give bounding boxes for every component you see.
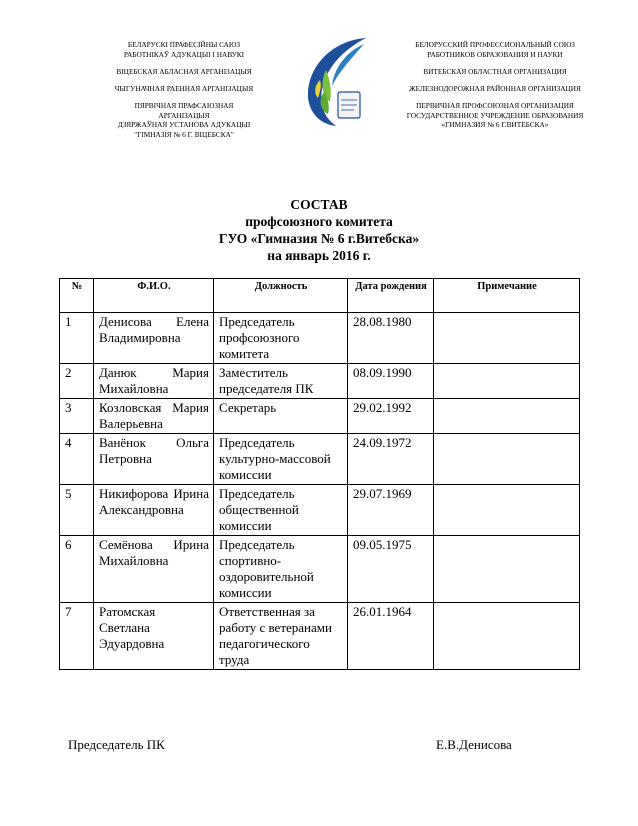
cell-dob: 29.02.1992 xyxy=(348,399,434,434)
cell-num: 3 xyxy=(60,399,94,434)
table-row xyxy=(60,399,580,434)
col-header-fio: Ф.И.О. xyxy=(94,279,214,313)
cell-fio: Никифорова Ирина Александровна xyxy=(94,485,214,536)
cell-dob: 09.05.1975 xyxy=(348,536,434,603)
cell-num: 4 xyxy=(60,434,94,485)
cell-note xyxy=(434,603,580,670)
cell-fio: Козловская Мария Валерьевна xyxy=(94,399,214,434)
col-header-note: Примечание xyxy=(434,279,580,313)
cell-num: 7 xyxy=(60,603,94,670)
header-right-line: ЖЕЛЕЗНОДОРОЖНАЯ РАЙОННАЯ ОРГАНИЗАЦИЯ xyxy=(409,83,581,93)
table-row xyxy=(60,434,580,485)
cell-num: 1 xyxy=(60,313,94,364)
cell-fio: Ратомская Светлана Эдуардовна xyxy=(94,603,214,670)
cell-note xyxy=(434,536,580,603)
table-header-row xyxy=(60,279,580,313)
cell-position: Председатель спортивно-оздоровительной комиссии xyxy=(214,536,348,603)
committee-table xyxy=(59,278,580,670)
table-row xyxy=(60,364,580,399)
cell-fio: Денисова Елена Владимировна xyxy=(94,313,214,364)
cell-dob: 28.08.1980 xyxy=(348,313,434,364)
cell-note xyxy=(434,313,580,364)
col-header-dob: Дата рождения xyxy=(348,279,434,313)
header-left-line: РАБОТНІКАЎ АДУКАЦЫІ І НАВУКІ xyxy=(123,49,245,59)
header-right-line: ВИТЕБСКАЯ ОБЛАСТНАЯ ОРГАНИЗАЦИЯ xyxy=(423,66,567,76)
cell-dob: 24.09.1972 xyxy=(348,434,434,485)
cell-note xyxy=(434,399,580,434)
header-right-line: ГОСУДАРСТВЕННОЕ УЧРЕЖДЕНИЕ ОБРАЗОВАНИЯ xyxy=(406,110,584,120)
col-header-position: Должность xyxy=(214,279,348,313)
union-logo-icon xyxy=(296,30,376,130)
cell-position: Председатель профсоюзного комитета xyxy=(214,313,348,364)
cell-position: Заместитель председателя ПК xyxy=(214,364,348,399)
cell-note xyxy=(434,434,580,485)
col-header-num: № xyxy=(60,279,94,313)
header-right-line: ПЕРВИЧНАЯ ПРОФСОЮЗНАЯ ОРГАНИЗАЦИЯ xyxy=(416,101,574,110)
cell-num: 6 xyxy=(60,536,94,603)
header-left-line: АРГАНІЗАЦЫЯ xyxy=(158,110,210,120)
header-left-line: ВІЦЕБСКАЯ АБЛАСНАЯ АРГАНІЗАЦЫЯ xyxy=(116,66,252,76)
cell-fio: Семёнова Ирина Михайловна xyxy=(94,536,214,603)
document-title xyxy=(0,196,638,264)
cell-fio: Данюк Мария Михайловна xyxy=(94,364,214,399)
header-left-line: ДЗЯРЖАЎНАЯ УСТАНОВА АДУКАЦЫІ xyxy=(117,120,251,130)
title-line: профсоюзного комитета xyxy=(245,214,393,229)
footer-signature-name: Е.В.Денисова xyxy=(436,737,512,752)
header-right-line: БЕЛОРУССКИЙ ПРОФЕССИОНАЛЬНЫЙ СОЮЗ xyxy=(415,40,575,49)
table-row xyxy=(60,536,580,603)
header-left xyxy=(84,40,284,140)
header-left-line: "ГІМНАЗІЯ № 6 Г. ВІЦЕБСКА" xyxy=(134,129,234,139)
header-right xyxy=(385,40,605,130)
title-line: ГУО «Гимназия № 6 г.Витебска» xyxy=(218,231,420,246)
cell-position: Председатель культурно-массовой комиссии xyxy=(214,434,348,485)
cell-fio: Ванёнок Ольга Петровна xyxy=(94,434,214,485)
title-line: СОСТАВ xyxy=(290,197,348,212)
header-right-line: РАБОТНИКОВ ОБРАЗОВАНИЯ И НАУКИ xyxy=(427,49,563,59)
table-row xyxy=(60,485,580,536)
cell-note xyxy=(434,364,580,399)
cell-position: Секретарь xyxy=(214,399,348,434)
cell-dob: 29.07.1969 xyxy=(348,485,434,536)
cell-position: Председатель общественной комиссии xyxy=(214,485,348,536)
header-right-line: «ГИМНАЗИЯ № 6 Г.ВИТЕБСКА» xyxy=(441,120,549,130)
cell-position: Ответственная за работу с ветеранами педагогического труда xyxy=(214,603,348,670)
footer-role: Председатель ПК xyxy=(68,737,165,752)
header-left-line: ПЯРВІЧНАЯ ПРАФСАЮЗНАЯ xyxy=(134,101,234,110)
cell-dob: 08.09.1990 xyxy=(348,364,434,399)
cell-num: 2 xyxy=(60,364,94,399)
header-left-line: ЧЫГУНАЧНАЯ РАЕННАЯ АРГАНІЗАЦЫЯ xyxy=(114,83,254,93)
title-line: на январь 2016 г. xyxy=(267,248,371,263)
cell-num: 5 xyxy=(60,485,94,536)
cell-dob: 26.01.1964 xyxy=(348,603,434,670)
cell-note xyxy=(434,485,580,536)
header-left-line: БЕЛАРУСКІ ПРАФЕСІЙНЫ САЮЗ xyxy=(127,40,241,49)
table-row xyxy=(60,603,580,670)
table-row xyxy=(60,313,580,364)
